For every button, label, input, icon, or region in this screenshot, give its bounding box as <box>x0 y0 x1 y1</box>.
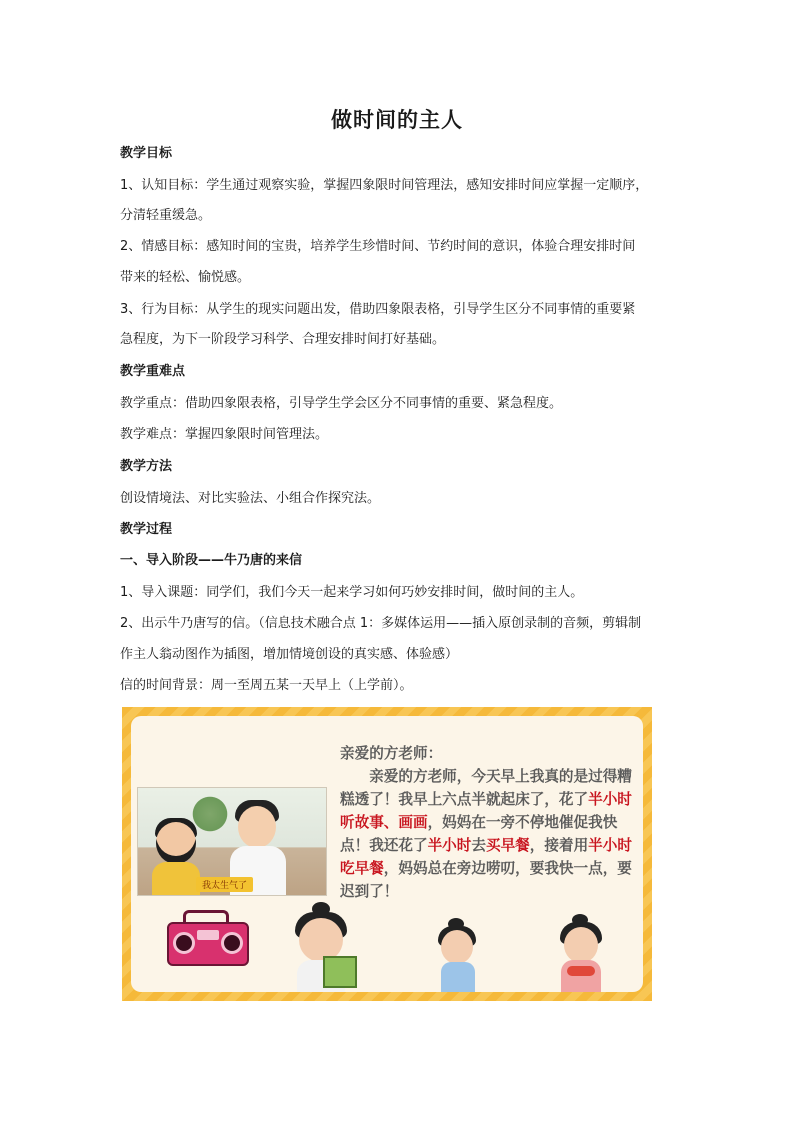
radio-speaker-right <box>221 932 243 954</box>
body-text-line: 3、行为目标：从学生的现实问题出发，借助四象限表格，引导学生区分不同事情的重要紧 <box>120 302 636 317</box>
boy-body <box>152 862 200 896</box>
scene-caption: 我太生气了 <box>196 877 253 892</box>
body-text-line: 创设情境法、对比实验法、小组合作探究法。 <box>120 491 381 506</box>
letter-segment: ，接着用 <box>529 837 589 854</box>
letter-highlight: 买早餐 <box>485 837 530 854</box>
body-text-line: 教学难点：掌握四象限时间管理法。 <box>120 427 329 442</box>
letter-segment: 亲爱的方老师，今天早上我真的是过得糟糕透了！我早上六点半就起床了，花了 <box>340 768 632 808</box>
section-heading: 教学方法 <box>120 459 173 474</box>
section-heading: 教学重难点 <box>120 364 186 379</box>
letter-greeting: 亲爱的方老师： <box>340 745 443 762</box>
illustration-panel <box>131 716 643 992</box>
body-text-line: 分清轻重缓急。 <box>120 208 212 223</box>
book-icon <box>323 956 357 988</box>
girl-eating-figure <box>555 914 607 992</box>
body-text-line: 作主人翁动图作为插图，增加情境创设的真实感、体验感） <box>120 647 459 662</box>
radio-speaker-left <box>173 932 195 954</box>
section-heading: 一、导入阶段——牛乃唐的来信 <box>120 553 303 568</box>
head <box>564 927 598 963</box>
section-heading: 教学过程 <box>120 522 173 537</box>
letter-highlight: 半小时 <box>427 837 472 854</box>
letter-highlight: 半小时吃早餐 <box>340 837 632 877</box>
boy-head <box>156 822 196 864</box>
head <box>441 930 473 964</box>
body-text-line: 1、导入课题：同学们，我们今天一起来学习如何巧妙安排时间，做时间的主人。 <box>120 585 584 600</box>
letter-segment: ，妈妈总在旁边唠叨，要我快一点，要迟到了！ <box>340 860 632 900</box>
shirt <box>561 960 601 992</box>
girl-reading-figure <box>287 902 357 992</box>
body-text-line: 2、情感目标：感知时间的宝贵，培养学生珍惜时间、节约时间的意识，体验合理安排时间 <box>120 239 636 254</box>
body-text-line: 带来的轻松、愉悦感。 <box>120 270 251 285</box>
body-text-line: 2、出示牛乃唐写的信。（信息技术融合点 1：多媒体运用——插入原创录制的音频，剪辑制 <box>120 616 642 631</box>
girl-walking-figure <box>433 918 483 992</box>
food-icon <box>567 966 595 976</box>
section-heading: 教学目标 <box>120 146 173 161</box>
body-text-line: 信的时间背景：周一至周五某一天早上（上学前）。 <box>120 678 413 693</box>
shirt <box>441 962 475 992</box>
letter-segment: 去 <box>471 837 486 854</box>
letter-highlight: 半小时听故事、画画 <box>340 791 632 831</box>
radio-panel <box>197 930 219 940</box>
body-text-line: 1、认知目标：学生通过观察实验，掌握四象限时间管理法，感知安排时间应掌握一定顺序， <box>120 178 649 193</box>
letter-body <box>340 768 632 900</box>
girl-head <box>238 806 276 848</box>
body-text-line: 急程度，为下一阶段学习科学、合理安排时间打好基础。 <box>120 332 446 347</box>
body-text-line: 教学重点：借助四象限表格，引导学生学会区分不同事情的重要、紧急程度。 <box>120 396 563 411</box>
letter-illustration <box>122 707 652 1001</box>
scene-photo <box>137 787 327 896</box>
page-title: 做时间的主人 <box>331 108 463 132</box>
radio-icon <box>167 908 249 966</box>
letter-segment: ，妈妈在一旁不停地催促我快点！我还花了 <box>340 814 618 854</box>
letter-text <box>340 742 640 903</box>
